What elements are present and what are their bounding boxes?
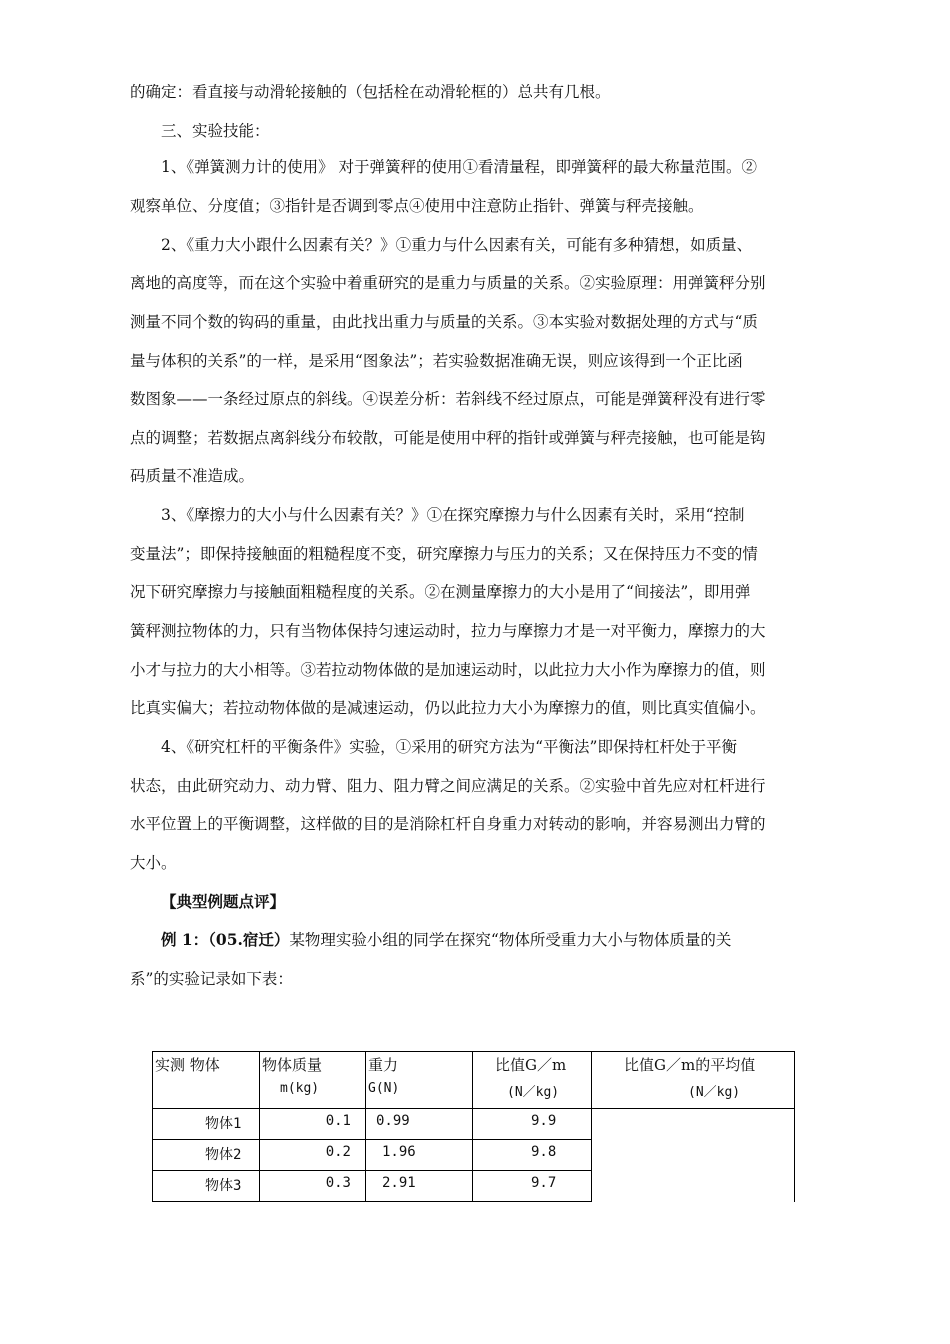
paragraph-line: 4、《研究杠杆的平衡条件》实验，①采用的研究方法为“平衡法”即保持杠杆处于平衡: [161, 738, 737, 756]
section-title: 【典型例题点评】: [161, 892, 286, 911]
object-cell: [153, 1109, 260, 1140]
ratio-value: 9.8: [531, 1144, 557, 1160]
example-label: 例 1：（05.宿迁）: [161, 930, 290, 949]
weight-cell: [366, 1140, 473, 1171]
paragraph-line: 水平位置上的平衡调整，这样做的目的是消除杠杆自身重力对转动的影响，并容易测出力臂的: [130, 815, 766, 833]
object-cell: [153, 1140, 260, 1171]
paragraph-line: 大小。: [130, 854, 177, 872]
weight-value: 0.99: [376, 1113, 410, 1129]
header-ratio-unit: (N／kg): [507, 1085, 560, 1100]
mass-cell: [260, 1171, 366, 1202]
example-text: 某物理实验小组的同学在探究“物体所受重力大小与物体质量的关: [289, 931, 732, 949]
header-weight: 重力: [368, 1056, 399, 1074]
ratio-cell: [473, 1140, 592, 1171]
header-cell: [473, 1052, 592, 1109]
weight-cell: [366, 1171, 473, 1202]
paragraph-line: 数图象——一条经过原点的斜线。④误差分析：若斜线不经过原点，可能是弹簧秤没有进行零: [130, 390, 766, 408]
object-name: 物体3: [205, 1178, 242, 1194]
mass-cell: [260, 1140, 366, 1171]
object-name: 物体1: [205, 1116, 242, 1132]
paragraph-line: 量与体积的关系”的一样，是采用“图象法”；若实验数据准确无误，则应该得到一个正比函: [130, 352, 743, 370]
header-cell: [366, 1052, 473, 1109]
paragraph-line: 变量法”；即保持接触面的粗糙程度不变，研究摩擦力与压力的关系；又在保持压力不变的情: [130, 545, 758, 563]
mass-value: 0.3: [325, 1175, 351, 1191]
example-question-cont: 系”的实验记录如下表：: [130, 970, 293, 988]
object-name: 物体2: [205, 1147, 242, 1163]
paragraph-line: 比真实偏大；若拉动物体做的是减速运动，仍以此拉力大小为摩擦力的值，则比真实值偏小。: [130, 699, 766, 717]
mass-value: 0.2: [325, 1144, 351, 1160]
header-mass-unit: m(kg): [280, 1081, 320, 1096]
header-cell: [153, 1052, 260, 1109]
paragraph-line: 2、《重力大小跟什么因素有关？》①重力与什么因素有关，可能有多种猜想，如质量、: [161, 236, 753, 254]
paragraph-line: 况下研究摩擦力与接触面粗糙程度的关系。②在测量摩擦力的大小是用了“间接法”，即用弹: [130, 583, 751, 601]
section-heading: 三、实验技能：: [161, 122, 270, 140]
paragraph-line: 状态，由此研究动力、动力臂、阻力、阻力臂之间应满足的关系。②实验中首先应对杠杆进行: [130, 777, 766, 795]
ratio-value: 9.7: [531, 1175, 557, 1191]
paragraph-line: 点的调整；若数据点离斜线分布较散，可能是使用中秤的指针或弹簧与秤壳接触，也可能是钩: [130, 429, 766, 447]
ratio-cell: [473, 1171, 592, 1202]
table-row: [153, 1109, 795, 1140]
average-cell: [592, 1109, 795, 1202]
mass-cell: [260, 1109, 366, 1140]
object-cell: [153, 1171, 260, 1202]
header-cell: [592, 1052, 795, 1109]
paragraph-line: 的确定：看直接与动滑轮接触的（包括栓在动滑轮框的）总共有几根。: [130, 83, 611, 101]
paragraph-line: 离地的高度等，而在这个实验中着重研究的是重力与质量的关系。②实验原理：用弹簧秤分别: [130, 274, 766, 292]
paragraph-line: 簧秤测拉物体的力，只有当物体保持匀速运动时，拉力与摩擦力才是一对平衡力，摩擦力的大: [130, 622, 766, 640]
header-ratio: 比值G／m: [495, 1056, 567, 1074]
example-question: [161, 930, 731, 950]
header-average: 比值G／m的平均值: [624, 1056, 756, 1074]
ratio-value: 9.9: [531, 1113, 557, 1129]
paragraph-line: 3、《摩擦力的大小与什么因素有关？》①在探究摩擦力与什么因素有关时，采用“控制: [161, 506, 745, 524]
paragraph-line: 小才与拉力的大小相等。③若拉动物体做的是加速运动时，以此拉力大小作为摩擦力的值，则: [130, 661, 766, 679]
paragraph-line: 码质量不准造成。: [130, 467, 255, 485]
header-cell: [260, 1052, 366, 1109]
weight-value: 1.96: [382, 1144, 416, 1160]
header-mass: 物体质量: [262, 1056, 323, 1074]
paragraph-line: 测量不同个数的钩码的重量，由此找出重力与质量的关系。③本实验对数据处理的方式与“质: [130, 313, 758, 331]
table-header-row: [153, 1052, 795, 1109]
header-weight-unit: G(N): [368, 1081, 400, 1096]
paragraph-line: 1、《弹簧测力计的使用》 对于弹簧秤的使用①看清量程，即弹簧秤的最大称量范围。②: [161, 158, 758, 176]
mass-value: 0.1: [325, 1113, 351, 1129]
weight-cell: [366, 1109, 473, 1140]
ratio-cell: [473, 1109, 592, 1140]
header-object: 实测 物体: [155, 1056, 220, 1074]
paragraph-line: 观察单位、分度值；③指针是否调到零点④使用中注意防止指针、弹簧与秤壳接触。: [130, 197, 704, 215]
data-table: [152, 1051, 795, 1202]
weight-value: 2.91: [382, 1175, 416, 1191]
header-average-unit: (N／kg): [688, 1085, 741, 1100]
